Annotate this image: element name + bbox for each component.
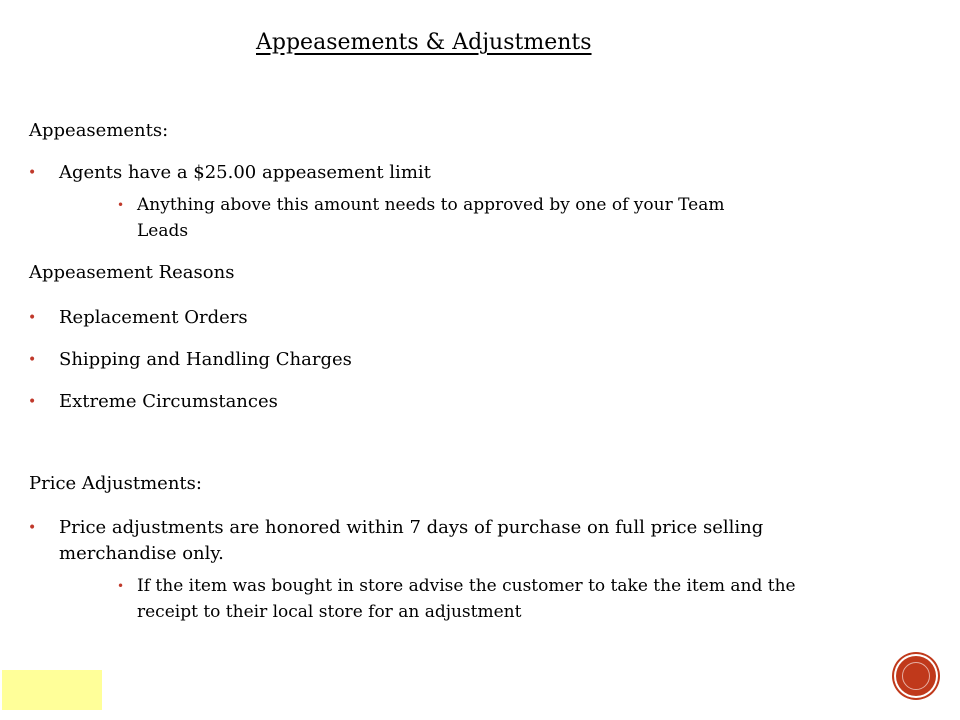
sub-bullet-text: If the item was bought in store advise the customer to take the item and the receipt to their local store for an adjustment [137, 576, 796, 622]
bullet-icon: • [28, 520, 37, 536]
bullet-icon: • [28, 165, 37, 181]
bullet-icon: • [117, 198, 125, 212]
note-box [2, 670, 102, 710]
bullet-text: Price adjustments are honored within 7 days of purchase on full price selling merchandise only. [59, 517, 764, 564]
list-item [28, 515, 799, 567]
bullet-icon: • [28, 352, 37, 368]
appeasements-heading: Appeasements: [29, 120, 169, 141]
bullet-text: Extreme Circumstances [59, 391, 278, 412]
list-item [28, 305, 759, 331]
bullet-text: Shipping and Handling Charges [59, 349, 352, 370]
bullet-text: Replacement Orders [59, 307, 248, 328]
price-adjustments-heading: Price Adjustments: [29, 473, 202, 494]
list-item [117, 573, 802, 625]
sub-bullet-text: Anything above this amount needs to approved by one of your Team Leads [137, 195, 725, 241]
bullet-text: Agents have a $25.00 appeasement limit [59, 162, 431, 183]
circle-nav-inner [902, 662, 930, 690]
bullet-icon: • [28, 310, 37, 326]
list-item [28, 160, 759, 186]
list-item [28, 389, 759, 415]
slide-title: Appeasements & Adjustments [256, 30, 592, 55]
appeasement-reasons-heading: Appeasement Reasons [29, 262, 235, 283]
list-item [28, 347, 759, 373]
bullet-icon: • [117, 579, 125, 593]
bullet-icon: • [28, 394, 37, 410]
list-item [117, 192, 762, 244]
circle-nav-icon[interactable] [896, 656, 936, 696]
